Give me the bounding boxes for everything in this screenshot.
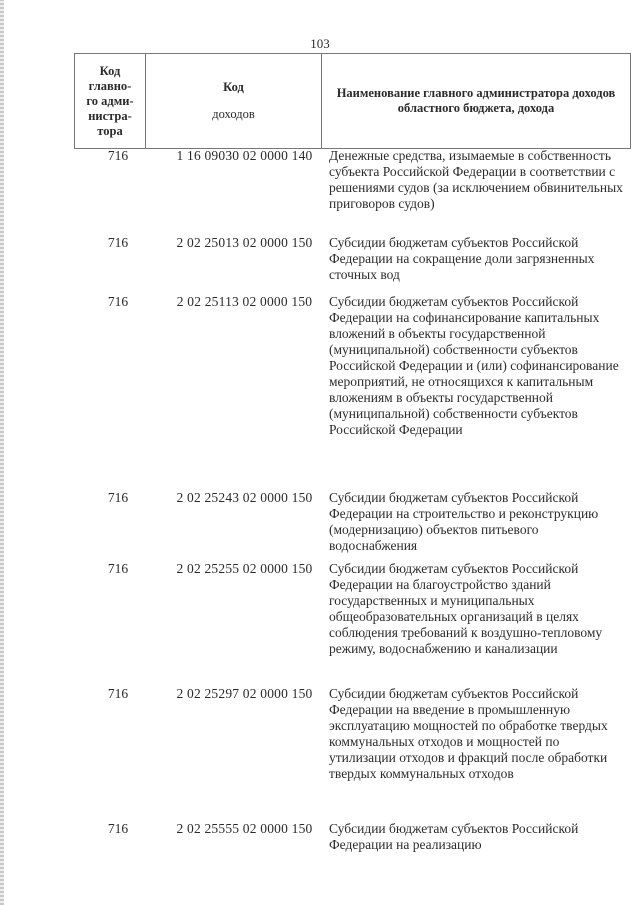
row-name: Субсидии бюджетам субъектов Российской Федерации на софинансирование капитальных вложений в объекты государственной (муниципальной) собственности субъектов Российской Федерации и (или) софинансирование мероприятий, не относящихся к капитальным вложениям в объекты государственной (муниципальной) собственности субъектов Российской Федерации xyxy=(329,294,619,437)
row-income-code: 2 02 25113 02 0000 150 xyxy=(176,294,313,309)
row-name: Субсидии бюджетам субъектов Российской Федерации на строительство и реконструкцию (модернизацию) объектов питьевого водоснабжения xyxy=(329,490,599,553)
table-row xyxy=(74,235,629,294)
row-income-code: 1 16 09030 02 0000 140 xyxy=(176,148,313,163)
row-admin-code: 716 xyxy=(107,686,129,701)
row-income-code: 2 02 25555 02 0000 150 xyxy=(176,821,313,836)
row-name: Субсидии бюджетам субъектов Российской Федерации на благоустройство зданий государственных и муниципальных общеобразовательных организаций в целях соблюдения требований к воздушно-тепловому режиму, водоснабжению и канализации xyxy=(329,561,603,656)
row-income-code: 2 02 25243 02 0000 150 xyxy=(176,490,313,505)
table-row xyxy=(74,490,629,561)
row-admin-code: 716 xyxy=(107,148,129,163)
table-row xyxy=(74,561,629,686)
page-number: 103 xyxy=(310,36,330,51)
header-admin-code-label: Код главно-го адми-нистра-тора xyxy=(86,63,134,138)
row-admin-code: 716 xyxy=(107,490,129,505)
header-income-code-label xyxy=(212,80,254,122)
table-row xyxy=(74,686,629,821)
header-income-code-line2: доходов xyxy=(212,107,255,121)
table-row xyxy=(74,148,629,235)
header-name xyxy=(322,54,630,148)
row-admin-code: 716 xyxy=(107,561,129,576)
row-name: Субсидии бюджетам субъектов Российской Федерации на сокращение доли загрязненных сточных вод xyxy=(329,235,595,282)
table-header xyxy=(74,53,631,149)
row-name: Денежные средства, изымаемые в собственность субъекта Российской Федерации в соответствии с решениями судов (за исключением обвинительных приговоров судов) xyxy=(329,148,623,211)
row-income-code: 2 02 25255 02 0000 150 xyxy=(176,561,313,576)
row-income-code: 2 02 25013 02 0000 150 xyxy=(176,235,313,250)
table-row xyxy=(74,294,629,490)
table-row xyxy=(74,821,629,861)
header-income-code xyxy=(146,54,322,148)
header-income-code-line1: Код xyxy=(223,80,244,94)
row-admin-code: 716 xyxy=(107,235,129,250)
row-name: Субсидии бюджетам субъектов Российской Федерации на реализацию xyxy=(329,821,579,852)
header-admin-code xyxy=(75,54,146,148)
scan-edge xyxy=(0,0,4,905)
table-body xyxy=(74,148,629,861)
row-admin-code: 716 xyxy=(107,821,129,836)
header-name-label: Наименование главного администратора доходов областного бюджета, дохода xyxy=(336,86,616,115)
row-income-code: 2 02 25297 02 0000 150 xyxy=(176,686,313,701)
row-admin-code: 716 xyxy=(107,294,129,309)
row-name: Субсидии бюджетам субъектов Российской Федерации на введение в промышленную эксплуатацию мощностей по обработке твердых коммунальных отходов и мощностей по утилизации отходов и фракций после обработки твердых коммунальных отходов xyxy=(329,686,608,781)
